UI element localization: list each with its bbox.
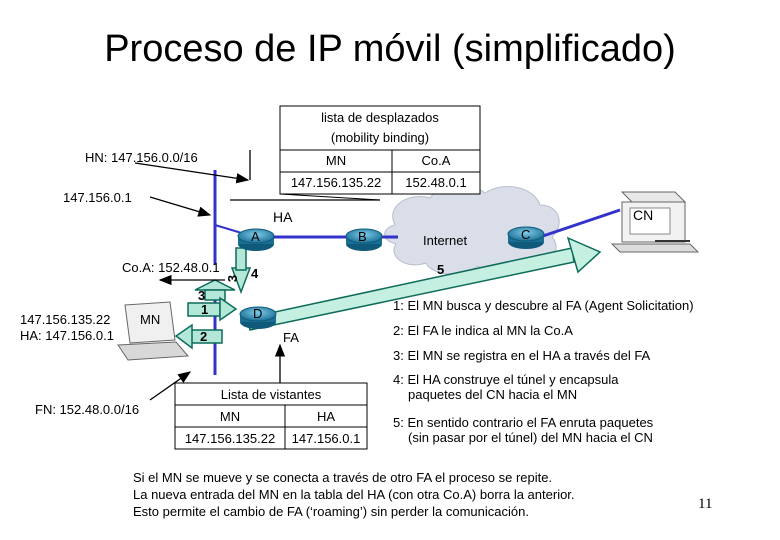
hn-pointer	[135, 163, 248, 180]
fa-label: FA	[283, 330, 299, 345]
cn-workstation	[612, 192, 698, 252]
visitors-table-title: Lista de vistantes	[220, 387, 322, 402]
slide-title: Proceso de IP móvil (simplificado)	[104, 28, 676, 70]
ha-label: HA	[273, 209, 293, 225]
visitors-cell-ha: 147.156.0.1	[291, 431, 361, 446]
tunnel-arrow-shaft	[236, 248, 246, 270]
router-d-label: D	[253, 306, 263, 321]
mn-ha-label: HA: 147.156.0.1	[20, 328, 114, 343]
footer-line-2: La nueva entrada del MN en la tabla del HA (con otra Co.A) borra la anterior.	[133, 487, 575, 502]
page-number: 11	[698, 496, 713, 512]
step-5-cont: (sin pasar por el túnel) del MN hacia el CN	[408, 430, 653, 445]
step-5: 5: En sentido contrario el FA enruta paquetes	[393, 415, 654, 430]
footer-line-1: Si el MN se mueve y se conecta a través de otro FA el proceso se repite.	[133, 470, 553, 485]
binding-col-mn: MN	[325, 153, 347, 168]
internet-label: Internet	[423, 233, 468, 248]
router-b-label: B	[358, 229, 367, 244]
arrow-5-label: 5	[437, 262, 445, 277]
binding-cell-mn: 147.156.135.22	[290, 175, 382, 190]
mn-laptop	[118, 302, 188, 360]
step-4-cont: paquetes del CN hacia el MN	[408, 387, 578, 402]
binding-col-coa: Co.A	[421, 153, 451, 168]
mn-address-label: 147.156.135.22	[20, 312, 111, 327]
footer-line-3: Esto permite el cambio de FA (‘roaming’) sin perder la comunicación.	[133, 504, 529, 519]
arrow-1-label: 1	[201, 302, 209, 317]
ha-address-label: 147.156.0.1	[63, 190, 132, 205]
arrow-3a-label: 3	[198, 288, 206, 303]
ha-addr-pointer	[150, 197, 210, 215]
step-2: 2: El FA le indica al MN la Co.A	[393, 323, 573, 338]
mn-label: MN	[140, 312, 161, 327]
cn-label: CN	[633, 207, 654, 223]
arrow-2-label: 2	[200, 329, 208, 344]
visitors-col-ha: HA	[316, 409, 336, 424]
router-c-label: C	[521, 227, 531, 242]
fn-label: FN: 152.48.0.0/16	[35, 402, 140, 417]
arrow-3b-label: 3	[225, 274, 241, 283]
step-1: 1: El MN busca y descubre al FA (Agent Solicitation)	[393, 298, 694, 313]
coa-label: Co.A: 152.48.0.1	[122, 260, 220, 275]
arrow-4-label: 4	[251, 266, 259, 281]
hn-label: HN: 147.156.0.0/16	[85, 150, 198, 165]
binding-cell-coa: 152.48.0.1	[405, 175, 467, 190]
visitors-col-mn: MN	[219, 409, 241, 424]
step-4: 4: El HA construye el túnel y encapsula	[393, 372, 619, 387]
binding-table-title-2: (mobility binding)	[330, 130, 430, 145]
visitors-cell-mn: 147.156.135.22	[184, 431, 276, 446]
binding-table-title-1: lista de desplazados	[321, 110, 439, 125]
step-3: 3: El MN se registra en el HA a través del FA	[393, 348, 651, 363]
router-a-label: A	[251, 229, 260, 244]
